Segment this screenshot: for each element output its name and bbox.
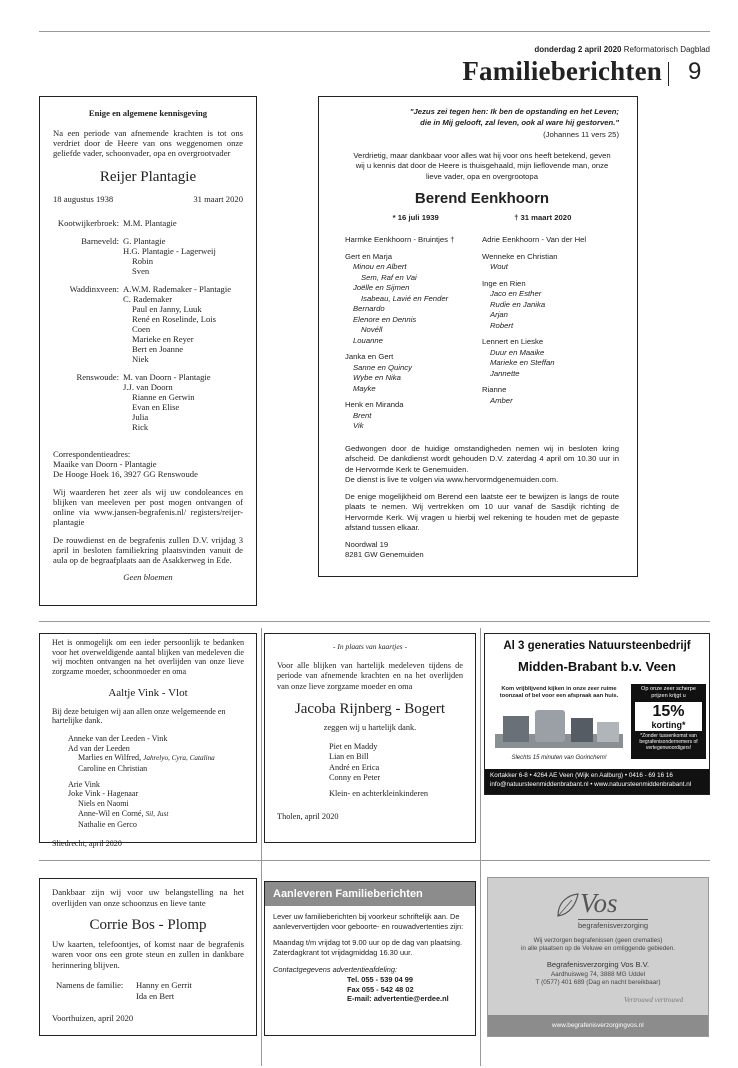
phone-number: Tel. 055 - 539 04 99: [347, 974, 414, 984]
badge-korting: korting*: [651, 720, 686, 730]
stone-2: [535, 710, 565, 742]
birth-date: 18 augustus 1938: [53, 194, 114, 204]
family-member: Lian en Bill: [329, 752, 369, 762]
family-member: Hanny en Gerrit: [136, 980, 192, 990]
badge-footnote: *Zonder tussenkomst van begrafenisondernemers of vertegenwoordigers!: [639, 733, 698, 751]
issue-date: [440, 45, 710, 54]
family-member: Henk en Miranda: [345, 400, 404, 409]
notice-heading: Enige en algemene kennisgeving: [88, 108, 208, 118]
row-rule: [39, 860, 710, 861]
contact-details: [273, 975, 467, 1004]
row-rule: [39, 621, 710, 622]
family-member: Conny en Peter: [329, 773, 381, 783]
service-line: Wij verzorgen begrafenissen (geen crematies): [533, 937, 663, 944]
grandchildren: Klein- en achterkleinkinderen: [329, 788, 429, 798]
family-member: Sven: [132, 266, 150, 276]
service-text: Gedwongen door de huidige omstandigheden nemen wij in besloten kring afscheid. De dankdienst wordt gehouden D.V. zaterdag 4 april om 10.30 uur in de Hervormde Kerk te Genemuiden.: [345, 443, 619, 474]
gravestones-image: [493, 704, 625, 750]
member-name: Nathalie en Gerco: [78, 819, 137, 829]
family-member: René en Roselinde, Lois: [132, 314, 217, 324]
grandchildren-names: Sil, Just: [145, 809, 169, 818]
family-member: Brent: [353, 410, 372, 420]
family-member: Joëlle en Sijmen: [353, 283, 410, 292]
family-member: Wybe en Nika: [353, 373, 401, 382]
family-member: [52, 744, 244, 754]
contact-label: Contactgegevens advertentieafdeling:: [273, 965, 398, 975]
notice-heading: - In plaats van kaartjes -: [333, 642, 407, 651]
death-notice-plantagie: [39, 96, 257, 606]
contact-bar: [485, 769, 709, 794]
deceased-name: Berend Eenkhoorn: [414, 190, 550, 207]
family-group: [53, 236, 231, 276]
info-text-1: Lever uw familieberichten bij voorkeur schriftelijk aan. De aanleververtijden voor geboorte- en rouwadvertenties zijn:: [273, 912, 464, 931]
badge-intro: Op onze zeer scherpe prijzen krijgt u: [640, 686, 697, 699]
family-member: Vik: [353, 421, 364, 430]
family-member: [52, 799, 244, 809]
family-member: Rudie en Janika: [490, 299, 546, 309]
stone-3: [571, 718, 593, 742]
thanks-text: Bij deze betuigen wij aan allen onze welgemeende en hartelijke dank.: [52, 706, 226, 726]
place-label: Barneveld:: [81, 236, 119, 246]
headline-part: Al 3 generaties: [503, 640, 589, 652]
family-group: [53, 284, 231, 364]
family-columns: [345, 235, 619, 432]
submission-info: [264, 881, 476, 1036]
birth-date: * 16 juli 1939: [392, 212, 439, 222]
natuursteen-advert: [484, 633, 710, 795]
family-column-right: [482, 235, 619, 432]
notice-intro: Voor alle blijken van hartelijk medeleven tijdens de periode van afnemende krachten en na het overlijden van onze lieve zorgzame moeder en oma: [277, 660, 463, 691]
vos-advert: [487, 877, 709, 1037]
grandchildren-names: Jahrelyo, Cyra, Catalina: [143, 754, 215, 763]
family-member: Rianne: [482, 385, 507, 394]
family-member: Wout: [490, 262, 508, 271]
slogan: Slechts 15 minuten van Gorinchem!: [511, 755, 607, 761]
family-member: Sanne en Quincy: [353, 362, 412, 372]
vos-signature: Vertrouwd vertrouwd: [624, 996, 684, 1004]
family-member: Janka en Gert: [345, 352, 394, 361]
family-member: [52, 734, 244, 744]
notice-intro: Na een periode van afnemende krachten is tot ons verdriet door de Heere van ons weggenomen onze geliefde vader, schoonvader, opa en overgrootvader: [53, 128, 243, 158]
notice-footer: Tholen, april 2020: [277, 811, 339, 821]
thanks-text: zeggen wij u hartelijk dank.: [323, 722, 417, 732]
family-member: Isabeau, Lavié en Fender: [361, 293, 449, 303]
address-line-2: 8281 GW Genemuiden: [345, 550, 424, 559]
family-member: Harmke Eenkhoorn - Bruintjes †: [345, 235, 455, 244]
family-member: H.G. Plantagie - Lagerweij: [123, 246, 216, 256]
discount-badge: [631, 684, 706, 759]
vos-contact: [488, 971, 708, 987]
family-member: Louanne: [353, 335, 383, 345]
family-member: Amber: [490, 395, 513, 405]
badge-panel: [635, 702, 702, 731]
paper-name: Reformatorisch Dagblad: [623, 45, 710, 54]
title-divider: [668, 62, 669, 86]
member-name: Anneke van der Leeden - Vink: [68, 733, 168, 743]
company-name: Midden-Brabant b.v. Veen: [518, 659, 676, 674]
thanks-notice-bos: [39, 878, 257, 1036]
leaf-logo-icon: [554, 892, 580, 920]
section-title: Familieberichten: [462, 56, 662, 86]
family-member: Gert en Marja: [345, 251, 392, 261]
vos-website: www.begrafenisverzorgingvos.nl: [488, 1015, 708, 1036]
member-name: Joke Vink - Hagenaar: [68, 789, 139, 799]
service-line: in alle plaatsen op de Veluwe en omliggende gebieden.: [520, 945, 676, 952]
deceased-name: Reijer Plantagie: [99, 169, 197, 185]
vos-address: Aardhuisweg 74, 3888 MG Uddel: [550, 971, 646, 978]
stone-4: [597, 722, 619, 742]
family-member: M.M. Plantagie: [123, 218, 177, 228]
deceased-name: Aaltje Vink - Vlot: [108, 686, 188, 699]
member-name: Arie Vink: [68, 779, 100, 789]
life-dates: [345, 213, 619, 224]
family-member: Evan en Elise: [132, 402, 180, 412]
offer-text: Kom vrijblijvend kijken in onze zeer ruime toonzaal of bel voor een afspraak aan huis.: [499, 686, 619, 699]
family-member: Inge en Rien: [482, 278, 526, 288]
correspondence-label: Correspondentieadres:: [53, 449, 131, 459]
family-member: Marieke en Steffan: [490, 358, 555, 367]
notice-intro: Verdrietig, maar dankbaar voor alles wat hij voor ons heeft betekend, geven wij u kennis dat door de Heere is thuisgehaald, mijn lieflovende man, onze lieve vader, opa en overgrootopa: [353, 150, 611, 181]
address-line-1: Noordwal 19: [345, 539, 389, 549]
correspondence-address: De Hooge Hoek 16, 3927 GG Renswoude: [53, 469, 198, 479]
family-member: M. van Doorn - Plantagie: [123, 372, 211, 382]
family-member: Arjan: [490, 310, 508, 319]
vos-subtitle: begrafenisverzorging: [578, 921, 649, 930]
page-number: 9: [688, 58, 702, 85]
family-member: A.W.M. Rademaker - Plantagie: [123, 284, 232, 294]
notice-footer: Voorthuizen, april 2020: [52, 1013, 134, 1023]
vos-firm: Begrafenisverzorging Vos B.V.: [546, 960, 650, 969]
member-name: Ad van der Leeden: [68, 743, 130, 753]
ad-address: Kortakker 6-8 • 4264 AE Veen (Wijk en Aalburg) • 0416 - 69 16 16: [490, 772, 673, 779]
funeral-text: De rouwdienst en de begrafenis zullen D.V. vrijdag 3 april in besloten familiekring plaatsvinden vanuit de aula op de begraafplaats aan de Asakkerweg in Ede.: [53, 535, 243, 565]
family-member: Niek: [132, 354, 149, 364]
condolence-text: Wij waarderen het zeer als wij uw condoleances en blijken van meeleven per post mogen ontvangen of online via www.jansen-begrafenis.nl/ registers/reijer-plantagie: [53, 487, 243, 527]
family-member: [52, 753, 244, 764]
closing-note: Geen bloemen: [123, 572, 173, 582]
family-member: G. Plantagie: [123, 236, 166, 246]
thanks-text: Uw kaarten, telefoontjes, of komst naar de begrafenis waren voor ons een grote steun en zullen in dankbare herinnering blijven.: [52, 938, 244, 970]
headline-part: Natuursteenbedrijf: [588, 640, 691, 652]
stone-1: [503, 716, 529, 742]
notice-intro: Het is onmogelijk om een ieder persoonlijk te bedanken voor het overweldigende aantal blijken van medeleven die wij mochten ontvangen na het overlijden van onze lieve zorgzame moeder, schoonmoeder en oma: [52, 638, 244, 677]
vos-logo: Vos: [580, 888, 618, 918]
death-date: † 31 maart 2020: [514, 212, 572, 222]
family-member: Mayke: [353, 383, 376, 393]
family-member: Duur en Maaike: [490, 347, 545, 357]
family-member: Julia: [132, 412, 149, 422]
family-group: [53, 372, 231, 432]
deceased-name: Jacoba Rijnberg - Bogert: [294, 701, 446, 718]
member-name: Anne-Wil en Corné,: [78, 808, 146, 818]
badge-percent: 15%: [652, 703, 685, 720]
family-member: Piet en Maddy: [329, 741, 378, 751]
vos-phone: T (0577) 401 689 (Dag en nacht bereikbaar): [535, 979, 661, 986]
family-member: Jannette: [490, 368, 520, 378]
notice-footer: Sliedrecht, april 2020: [52, 839, 122, 849]
life-dates: [53, 194, 243, 204]
top-rule: [39, 31, 710, 32]
family-member: C. Rademaker: [123, 294, 173, 304]
family-member: Sem, Raf en Vai: [361, 272, 417, 282]
family-member: Bert en Joanne: [132, 344, 184, 354]
place-label: Waddinxveen:: [69, 284, 119, 294]
column-rule: [480, 628, 481, 1066]
family-member: J.J. van Doorn: [123, 382, 173, 392]
family-column-left: [345, 235, 482, 432]
family-label: Namens de familie:: [56, 980, 124, 990]
ad-website: info@natuursteenmiddenbrabant.nl • www.natuursteenmiddenbrabant.nl: [490, 780, 692, 788]
family-list: [277, 742, 463, 800]
family-member: Rick: [132, 422, 149, 432]
family-member: Minou en Albert: [353, 262, 407, 271]
family-member: Rianne en Gerwin: [132, 392, 195, 402]
family-member: André en Erica: [329, 762, 380, 772]
fax-number: Fax 055 - 542 48 02: [347, 984, 414, 994]
info-text-2: Maandag t/m vrijdag tot 9.00 uur op de dag van plaatsing. Zaterdagkrant tot vrijdagmiddag 16.30 uur.: [273, 938, 462, 957]
place-label: Kootwijkerbroek:: [57, 218, 119, 228]
family-member: Ida en Bert: [136, 990, 175, 1001]
family-member: Jaco en Esther: [490, 289, 542, 298]
family-member: Robin: [132, 256, 154, 266]
family-member: Marieke en Reyer: [132, 334, 194, 344]
member-name: Marlies en Wilfred,: [78, 753, 144, 763]
family-list: [53, 218, 231, 432]
death-date: 31 maart 2020: [193, 194, 243, 204]
family-member: Lennert en Lieske: [482, 337, 544, 346]
date-text: donderdag 2 april 2020: [534, 45, 622, 54]
ad-headline: [485, 640, 709, 652]
thanks-notice-rijnberg: [264, 633, 476, 843]
notice-intro: Dankbaar zijn wij voor uw belangstelling na het overlijden van onze schoonzus en lieve tante: [52, 887, 244, 908]
email-address: E-mail: advertentie@erdee.nl: [347, 994, 449, 1004]
family-member: [52, 780, 244, 790]
quote-line-2: die in Mij gelooft, zal leven, ook al ware hij gestorven.": [420, 117, 619, 127]
place-label: Renswoude:: [76, 372, 119, 382]
family-member: Novéll: [361, 325, 383, 334]
family-member: [52, 809, 244, 820]
family-group: [53, 218, 231, 228]
family-member: Bernardo: [353, 304, 385, 313]
thanks-notice-vink: [39, 633, 257, 849]
family-list: [52, 734, 244, 829]
death-notice-eenkhoorn: [318, 96, 638, 577]
correspondence-name: Maaike van Doorn - Plantagie: [53, 459, 157, 469]
info-title: Aanleveren Familieberichten: [265, 882, 475, 906]
family-member: Adrie Eenkhoorn - Van der Hel: [482, 235, 587, 244]
vos-service: [488, 937, 708, 953]
column-rule: [261, 628, 262, 1066]
deceased-name: Corrie Bos - Plomp: [89, 917, 207, 933]
member-name: Niels en Naomi: [78, 799, 129, 809]
family-member: Robert: [490, 320, 514, 330]
family-signature: [52, 980, 244, 1001]
family-member: Wenneke en Christian: [482, 251, 558, 261]
livestream-text: De dienst is live te volgen via www.hervormdgenemuiden.com.: [345, 475, 559, 484]
family-member: [52, 764, 244, 774]
family-member: Paul en Janny, Luuk: [132, 304, 202, 314]
quote-reference: (Johannes 11 vers 25): [543, 130, 619, 139]
member-name: Caroline en Christian: [78, 764, 148, 774]
route-text: De enige mogelijkheid om Berend een laatste eer te bewijzen is langs de route plaats te nemen. Wij vertrekken om 10 uur vanaf de Sasdijk richting de Hervormde Kerk. Wij vragen u hierbij wel rekening te houden met de gepaste afstand tussen elkaar.: [345, 491, 619, 532]
family-member: [52, 820, 244, 830]
family-member: Elenore en Dennis: [353, 314, 417, 324]
family-member: Coen: [132, 324, 151, 334]
family-member: [52, 789, 244, 799]
quote-line-1: "Jezus zei tegen hen: Ik ben de opstanding en het Leven;: [409, 107, 619, 116]
